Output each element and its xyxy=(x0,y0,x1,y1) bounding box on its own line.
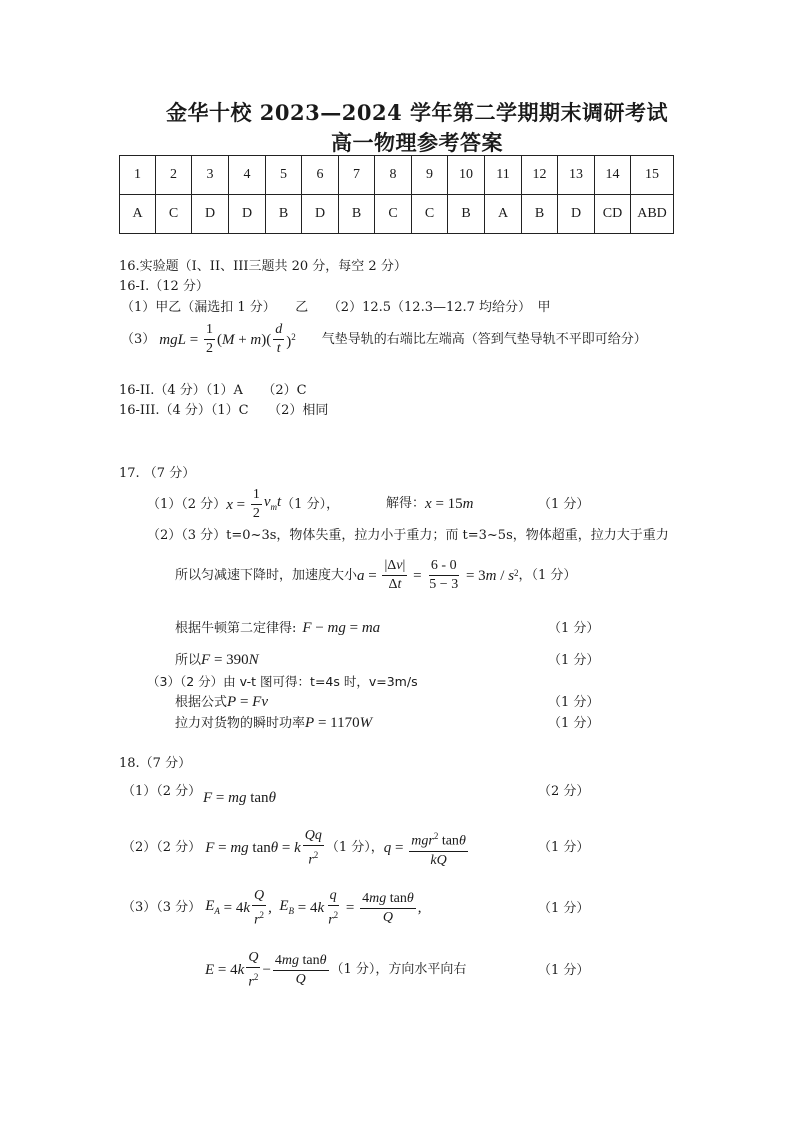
q18-l4-suffix: （1 分），方向水平向右 xyxy=(330,962,467,978)
table-cell: ABD xyxy=(631,195,674,234)
q17-l5-prefix: 所以 xyxy=(175,652,202,668)
table-cell: 3 xyxy=(192,156,229,195)
table-cell: A xyxy=(120,195,156,234)
table-cell: D xyxy=(302,195,339,234)
table-cell: D xyxy=(229,195,266,234)
table-cell: 13 xyxy=(558,156,595,195)
table-cell: 12 xyxy=(522,156,558,195)
answer-number-row xyxy=(120,156,674,195)
q16-part1-line3 xyxy=(121,322,647,357)
table-cell: C xyxy=(375,195,412,234)
table-cell: 1 xyxy=(120,156,156,195)
table-cell: B xyxy=(448,195,485,234)
q18-line4 xyxy=(205,950,466,991)
table-cell: B xyxy=(522,195,558,234)
q17-l5-score: （1 分） xyxy=(548,653,600,668)
q17-l4-prefix: 根据牛顿第二定律得: xyxy=(175,620,297,636)
q17-l3-suffix: ，（1 分） xyxy=(518,567,577,583)
q17-line5: 所以 F = 390N xyxy=(175,652,259,668)
table-cell: B xyxy=(266,195,302,234)
q18-l1-score: （2 分） xyxy=(538,784,590,799)
table-cell: 5 xyxy=(266,156,302,195)
q17-l8-prefix: 拉力对货物的瞬时功率 xyxy=(175,715,306,731)
table-cell: 14 xyxy=(595,156,631,195)
charge-formula: q = $\frac{mgr^2 \tan\theta}{kQ}$ xyxy=(384,828,470,869)
q17-l1-score-mid: （1 分）， xyxy=(281,496,340,512)
q17-l1-score: （1 分） xyxy=(538,497,590,512)
table-cell: B xyxy=(339,195,375,234)
table-cell: 7 xyxy=(339,156,375,195)
acceleration-formula: a = $\frac{|\Delta v|}{\Delta t}$ = $\frac{6 - 0}{5 - 3}$ = 3 m / s $^2$ xyxy=(357,558,519,592)
table-cell: 4 xyxy=(229,156,266,195)
document-title: 金华十校 2023—2024 学年第二学期期末调研考试 xyxy=(165,100,668,125)
q17-line7: 根据公式 P = Fv xyxy=(175,694,268,710)
q16-part1-heading: 16-I.（12 分） xyxy=(119,279,209,294)
answer-table xyxy=(119,155,674,234)
table-cell: 8 xyxy=(375,156,412,195)
net-field-formula: E = 4 k $\frac{Q}{r^2}$ − $\frac{\text{4mg tanθ}}{Q}$ xyxy=(205,950,327,990)
field-formulas: $E_A$ = 4 k $\frac{Q}{r^2}$ , $E_B$ = 4 k $\frac{q}{r^2}$ = $\frac{\text{4mg tanθ}}{Q}$ , xyxy=(205,888,422,928)
table-cell: 15 xyxy=(631,156,674,195)
q17-heading: 17. （7 分） xyxy=(119,466,196,481)
energy-equation: mgL = $\frac{1}{2}$ (M + m)( $\frac{d}{t}$ )$^2$ xyxy=(159,322,296,356)
table-cell: 9 xyxy=(412,156,448,195)
q18-l3-score: （1 分） xyxy=(538,901,590,916)
q18-l4-score: （1 分） xyxy=(538,963,590,978)
q17-line1-solve: 解得： x = 15 m xyxy=(386,496,474,512)
displacement-formula: x = $\frac{1}{2}$ $v_mt$ xyxy=(226,487,282,521)
q18-l2-mid: （1 分）， xyxy=(325,840,384,856)
q17-l7-score: （1 分） xyxy=(548,695,600,710)
q17-l8-score: （1 分） xyxy=(548,716,600,731)
table-cell: 11 xyxy=(485,156,522,195)
coulomb-equation: F = mg tan θ = k $\frac{Qq}{r^2}$ xyxy=(205,828,322,868)
answer-letter-row xyxy=(120,195,674,234)
table-cell: CD xyxy=(595,195,631,234)
q18-line2 xyxy=(122,828,470,869)
table-cell: 10 xyxy=(448,156,485,195)
q16-part3: 16-III.（4 分）（1）C （2）相同 xyxy=(119,403,329,418)
force-formula: F = mg tanθ xyxy=(203,790,276,806)
q18-heading: 18.（7 分） xyxy=(119,756,192,771)
q16-part1-line1: （1）甲乙（漏选扣 1 分） 乙 （2）12.5（12.3—12.7 均给分） 甲 xyxy=(121,300,551,315)
table-cell: 2 xyxy=(156,156,192,195)
q17-l3-prefix: 所以匀减速下降时，加速度大小 xyxy=(175,567,358,583)
q17-l4-score: （1 分） xyxy=(548,621,600,636)
q17-line2: （2）（3 分）t=0~3s，物体失重，拉力小于重力；而 t=3~5s，物体超重，拉力大于重力 xyxy=(147,528,669,543)
q16-part2: 16-II.（4 分）（1）A （2）C xyxy=(119,383,307,398)
table-cell: C xyxy=(412,195,448,234)
document-subtitle: 高一物理参考答案 xyxy=(331,130,503,155)
q17-line8: 拉力对货物的瞬时功率 P = 1170W xyxy=(175,715,373,731)
table-cell: A xyxy=(485,195,522,234)
q17-line1 xyxy=(147,487,339,522)
q17-l7-prefix: 根据公式 xyxy=(175,694,228,710)
q17-l1-label: （1）（2 分） xyxy=(147,496,227,512)
q16-heading: 16.实验题（I、II、III三题共 20 分，每空 2 分） xyxy=(119,259,407,274)
q18-l1-label: （1）（2 分） xyxy=(122,784,202,799)
q16-line3-note: 气垫导轨的右端比左端高（答到气垫导轨不平即可给分） xyxy=(321,331,647,347)
q17-line3 xyxy=(175,558,576,593)
q17-l1-solve-label: 解得： xyxy=(386,496,426,511)
q18-l2-label: （2）（2 分） xyxy=(122,840,202,856)
table-cell: 6 xyxy=(302,156,339,195)
table-cell: D xyxy=(558,195,595,234)
table-cell: D xyxy=(192,195,229,234)
table-cell: C xyxy=(156,195,192,234)
q16-line3-label: （3） xyxy=(121,331,156,347)
q18-line3 xyxy=(122,888,421,929)
q17-line4: 根据牛顿第二定律得: F − mg = ma xyxy=(175,620,381,636)
q18-l3-label: （3）（3 分） xyxy=(122,900,202,916)
q18-l2-score: （1 分） xyxy=(538,840,590,855)
q17-line6: （3）（2 分）由 v-t 图可得：t=4s 时，v=3m/s xyxy=(147,674,418,689)
